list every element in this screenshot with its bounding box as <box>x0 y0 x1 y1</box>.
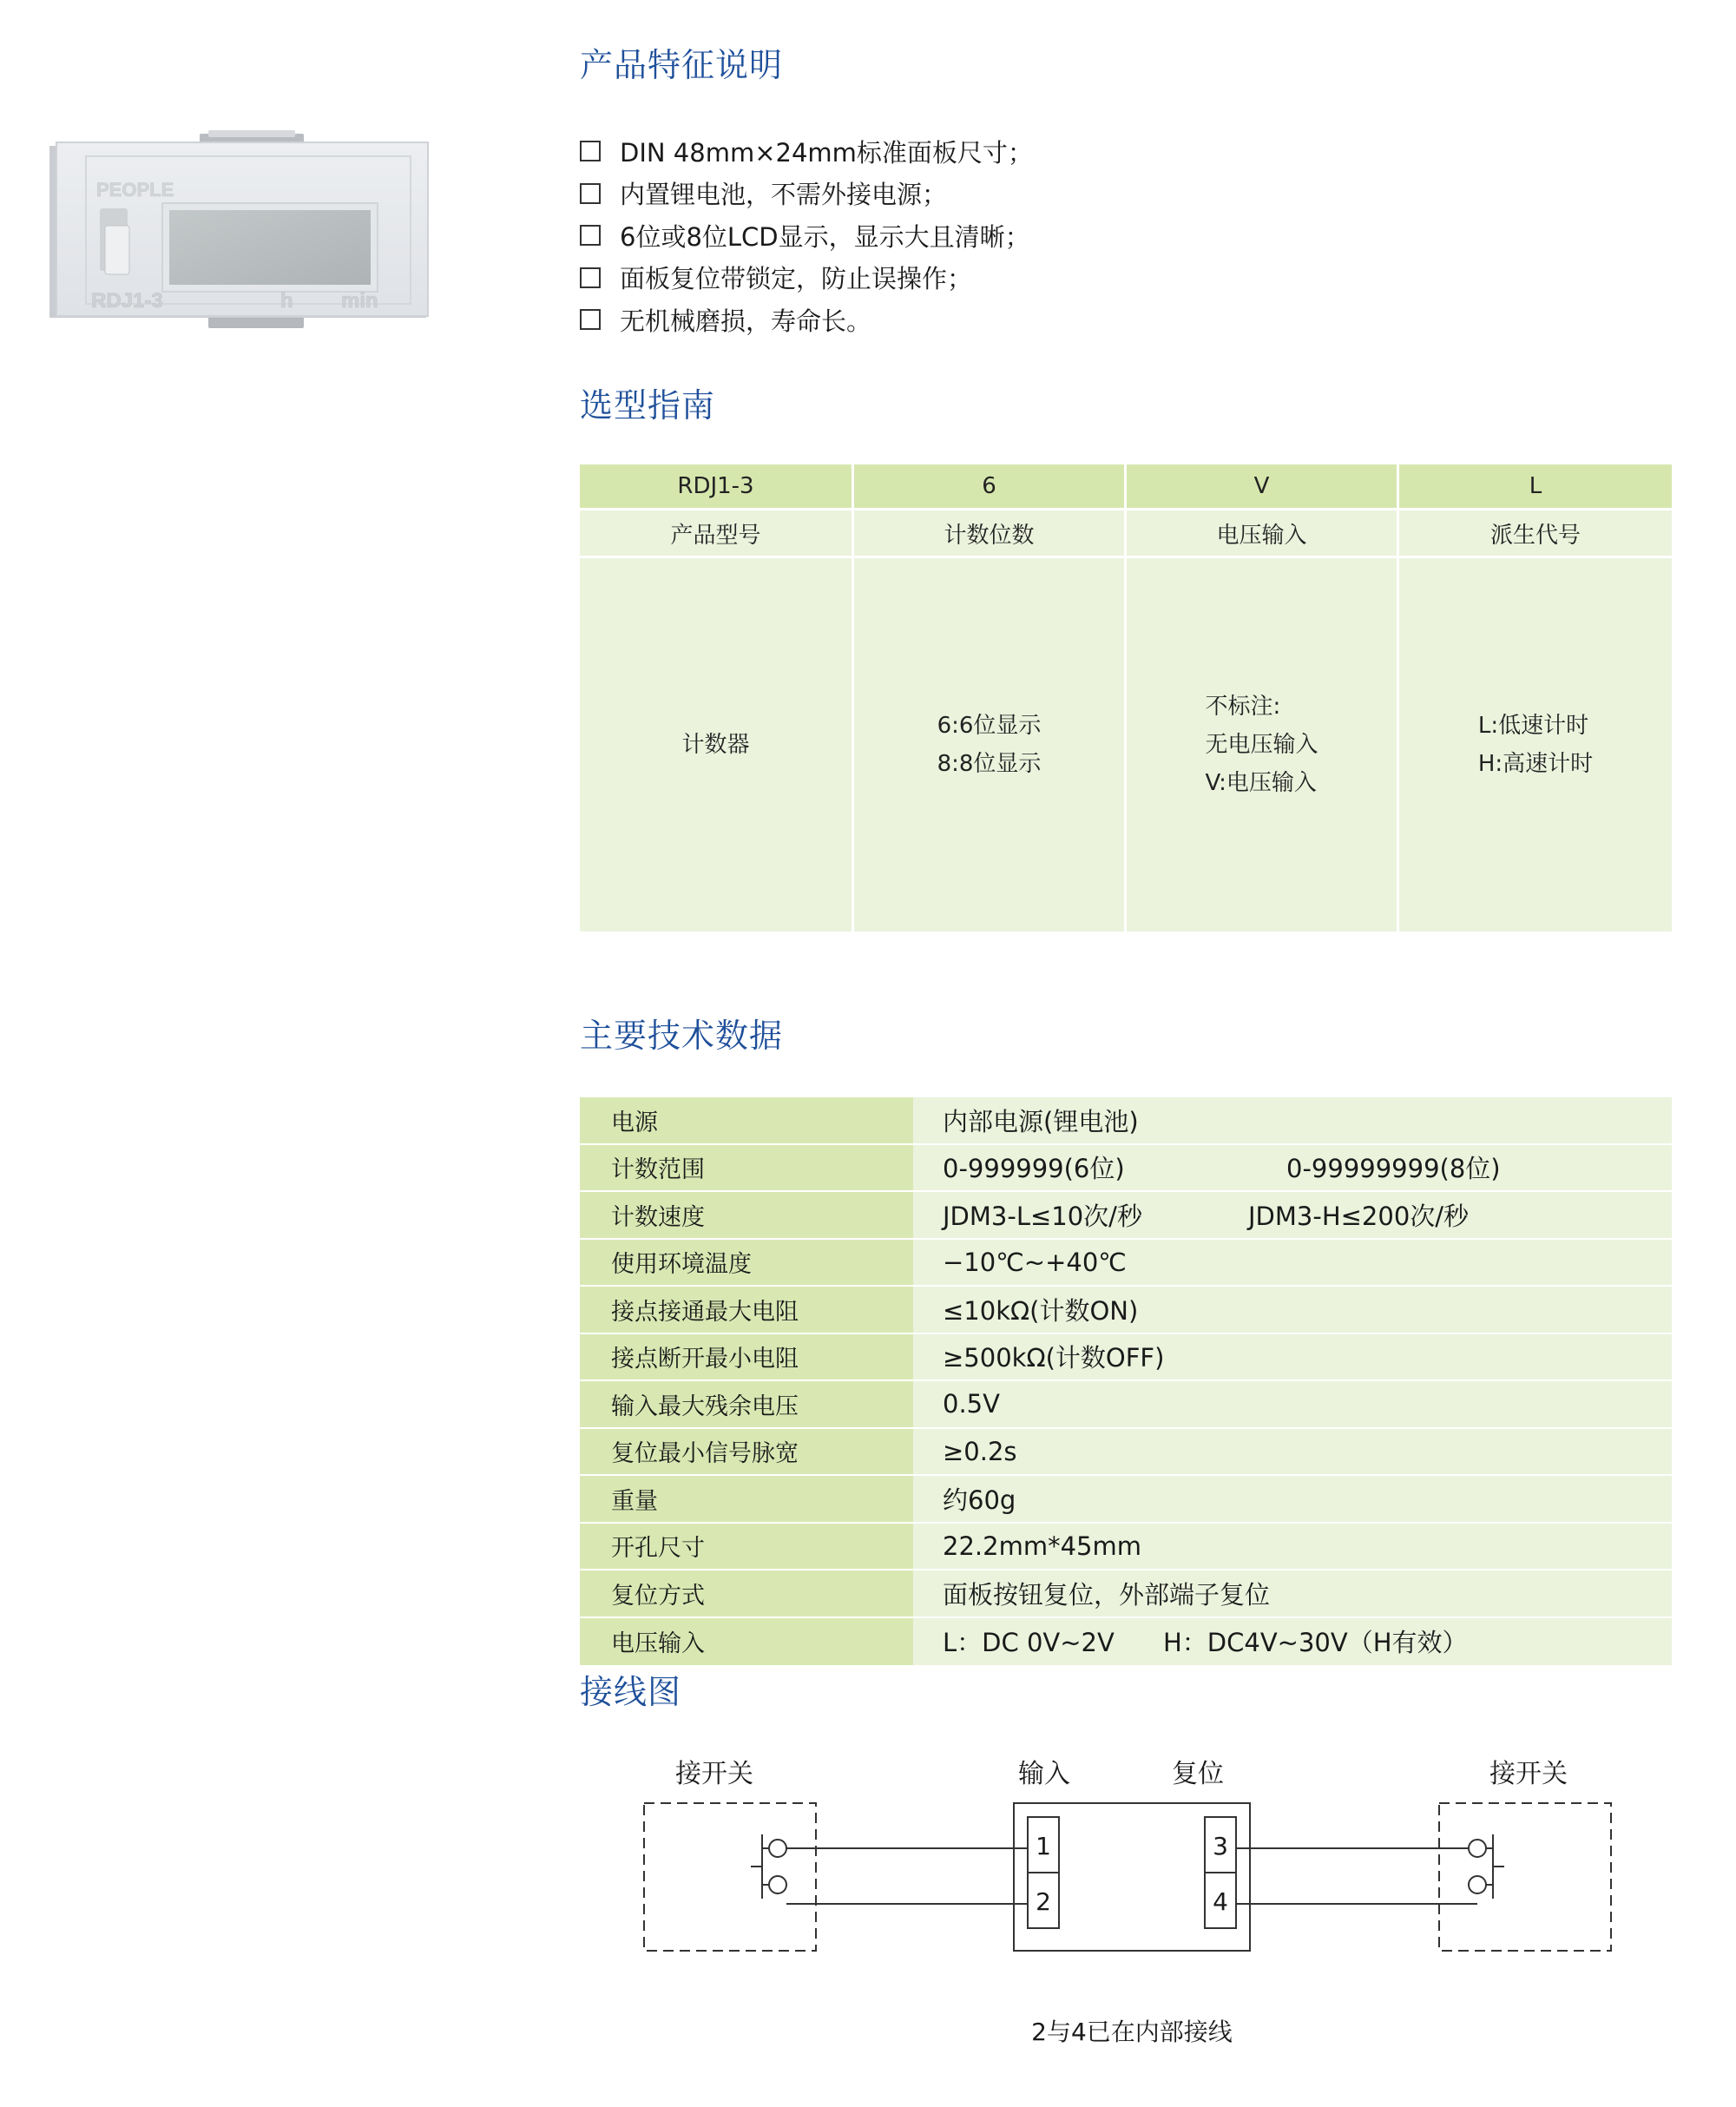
detail-line: 不标注: <box>1205 694 1281 720</box>
checkbox-icon <box>580 267 601 288</box>
feature-text: 内置锂电池，不需外接电源； <box>620 180 948 210</box>
feature-text: DIN 48mm×24mm标准面板尺寸； <box>620 137 1033 168</box>
feature-item <box>580 173 1033 215</box>
detail-cell <box>1127 558 1399 932</box>
device-model: RDJ1-3 <box>91 289 163 313</box>
spec-key: 计数范围 <box>580 1145 913 1191</box>
code-cell: L <box>1399 464 1672 510</box>
spec-value-text-2: H：DC4V~30V（H有效） <box>1163 1628 1468 1658</box>
detail-cell <box>1399 558 1672 932</box>
spec-value-text-2: JDM3-H≤200次/秒 <box>1248 1201 1470 1231</box>
spec-value-text: ≥0.2s <box>943 1436 1017 1466</box>
left-switch-box <box>644 1803 816 1951</box>
spec-row <box>580 1381 1672 1429</box>
selection-table <box>580 464 1672 932</box>
code-row <box>580 464 1672 510</box>
feature-item <box>580 130 1033 173</box>
spec-value <box>913 1524 1672 1570</box>
spec-row <box>580 1240 1672 1287</box>
terminal-label: 2 <box>1036 1887 1051 1916</box>
code-cell: V <box>1127 464 1399 510</box>
code-cell: RDJ1-3 <box>580 464 854 510</box>
feature-text: 面板复位带锁定，防止误操作； <box>620 264 973 294</box>
detail-line: 8:8位显示 <box>937 751 1042 777</box>
checkbox-icon <box>580 309 601 330</box>
input-label: 输入 <box>1018 1759 1070 1789</box>
checkbox-icon <box>580 183 601 204</box>
spec-value-text: −10℃~+40℃ <box>943 1247 1127 1277</box>
feature-list <box>580 130 1033 341</box>
feature-text: 无机械磨损，寿命长。 <box>620 306 872 336</box>
specs-title: 主要技术数据 <box>580 1017 784 1055</box>
spec-row <box>580 1097 1672 1145</box>
code-cell: 6 <box>854 464 1127 510</box>
left-switch-icon <box>751 1834 786 1899</box>
spec-value <box>913 1145 1672 1191</box>
feature-item <box>580 257 1033 300</box>
spec-key: 输入最大残余电压 <box>580 1381 913 1427</box>
spec-value-text: 约60g <box>943 1485 1016 1515</box>
spec-row <box>580 1287 1672 1334</box>
spec-key: 重量 <box>580 1476 913 1522</box>
spec-row <box>580 1429 1672 1477</box>
spec-value-text: 22.2mm*45mm <box>943 1531 1141 1561</box>
spec-key: 使用环境温度 <box>580 1240 913 1286</box>
spec-row <box>580 1618 1672 1666</box>
feature-item <box>580 214 1033 257</box>
spec-value-text: ≤10kΩ(计数ON) <box>943 1295 1139 1326</box>
detail-row <box>580 558 1672 932</box>
device-brand: PEOPLE <box>96 179 174 201</box>
detail-line: 计数器 <box>681 732 750 758</box>
spec-value <box>913 1381 1672 1427</box>
spec-value-text-2: 0-99999999(8位) <box>1286 1154 1501 1184</box>
feature-item <box>580 299 1033 341</box>
spec-key: 计数速度 <box>580 1192 913 1238</box>
spec-row <box>580 1524 1672 1571</box>
spec-value-text: 面板按钮复位，外部端子复位 <box>943 1579 1271 1610</box>
spec-value <box>913 1334 1672 1380</box>
spec-key: 接点接通最大电阻 <box>580 1287 913 1333</box>
spec-value-text: 0.5V <box>943 1389 1000 1419</box>
label-cell: 计数位数 <box>854 510 1127 558</box>
spec-value <box>913 1618 1672 1666</box>
detail-cell <box>580 558 854 932</box>
detail-line: H:高速计时 <box>1477 751 1594 777</box>
spec-key: 复位方式 <box>580 1570 913 1616</box>
selection-title: 选型指南 <box>580 386 716 425</box>
device-unit-h: h <box>280 289 293 313</box>
reset-label: 复位 <box>1172 1759 1224 1789</box>
label-cell: 派生代号 <box>1399 510 1672 558</box>
right-switch-box <box>1439 1803 1611 1951</box>
spec-value <box>913 1570 1672 1616</box>
product-photo <box>48 130 430 330</box>
spec-value <box>913 1429 1672 1475</box>
spec-value-text: JDM3-L≤10次/秒 <box>943 1201 1142 1231</box>
spec-key: 接点断开最小电阻 <box>580 1334 913 1380</box>
terminal-label: 3 <box>1213 1832 1228 1860</box>
spec-row <box>580 1476 1672 1524</box>
spec-row <box>580 1192 1672 1240</box>
spec-row <box>580 1334 1672 1382</box>
label-row <box>580 510 1672 558</box>
terminal-label: 1 <box>1036 1832 1051 1860</box>
spec-value-text: ≥500kΩ(计数OFF) <box>943 1343 1165 1373</box>
wiring-note: 2与4已在内部接线 <box>1031 2018 1233 2046</box>
device-unit-min: min <box>341 289 378 313</box>
checkbox-icon <box>580 141 601 161</box>
spec-value <box>913 1097 1672 1143</box>
spec-key: 电源 <box>580 1097 913 1143</box>
label-cell: 电压输入 <box>1127 510 1399 558</box>
spec-key: 复位最小信号脉宽 <box>580 1429 913 1475</box>
spec-value <box>913 1287 1672 1333</box>
spec-key: 电压输入 <box>580 1618 913 1666</box>
spec-value-text: 0-999999(6位) <box>943 1154 1125 1184</box>
right-switch-label: 接开关 <box>1489 1759 1568 1789</box>
label-cell: 产品型号 <box>580 510 854 558</box>
terminal-label: 4 <box>1213 1887 1228 1916</box>
right-switch-icon <box>1469 1834 1504 1899</box>
spec-key: 开孔尺寸 <box>580 1524 913 1570</box>
detail-cell <box>854 558 1127 932</box>
spec-value-text: 内部电源(锂电池) <box>943 1106 1139 1136</box>
spec-row <box>580 1570 1672 1618</box>
spec-value <box>913 1192 1672 1238</box>
left-switch-label: 接开关 <box>675 1759 753 1789</box>
wiring-diagram <box>573 1754 1701 2084</box>
detail-line: 无电压输入 <box>1205 732 1318 758</box>
spec-value <box>913 1476 1672 1522</box>
feature-text: 6位或8位LCD显示，显示大且清晰； <box>620 221 1030 252</box>
wiring-title: 接线图 <box>580 1673 682 1711</box>
checkbox-icon <box>580 225 601 246</box>
features-title: 产品特征说明 <box>580 46 784 84</box>
detail-line: V:电压输入 <box>1205 770 1317 796</box>
spec-value-text: L：DC 0V~2V <box>943 1628 1115 1658</box>
specs-table <box>580 1097 1672 1665</box>
detail-line: 6:6位显示 <box>937 713 1042 739</box>
detail-line: L:低速计时 <box>1477 713 1589 739</box>
spec-value <box>913 1240 1672 1286</box>
spec-row <box>580 1145 1672 1193</box>
